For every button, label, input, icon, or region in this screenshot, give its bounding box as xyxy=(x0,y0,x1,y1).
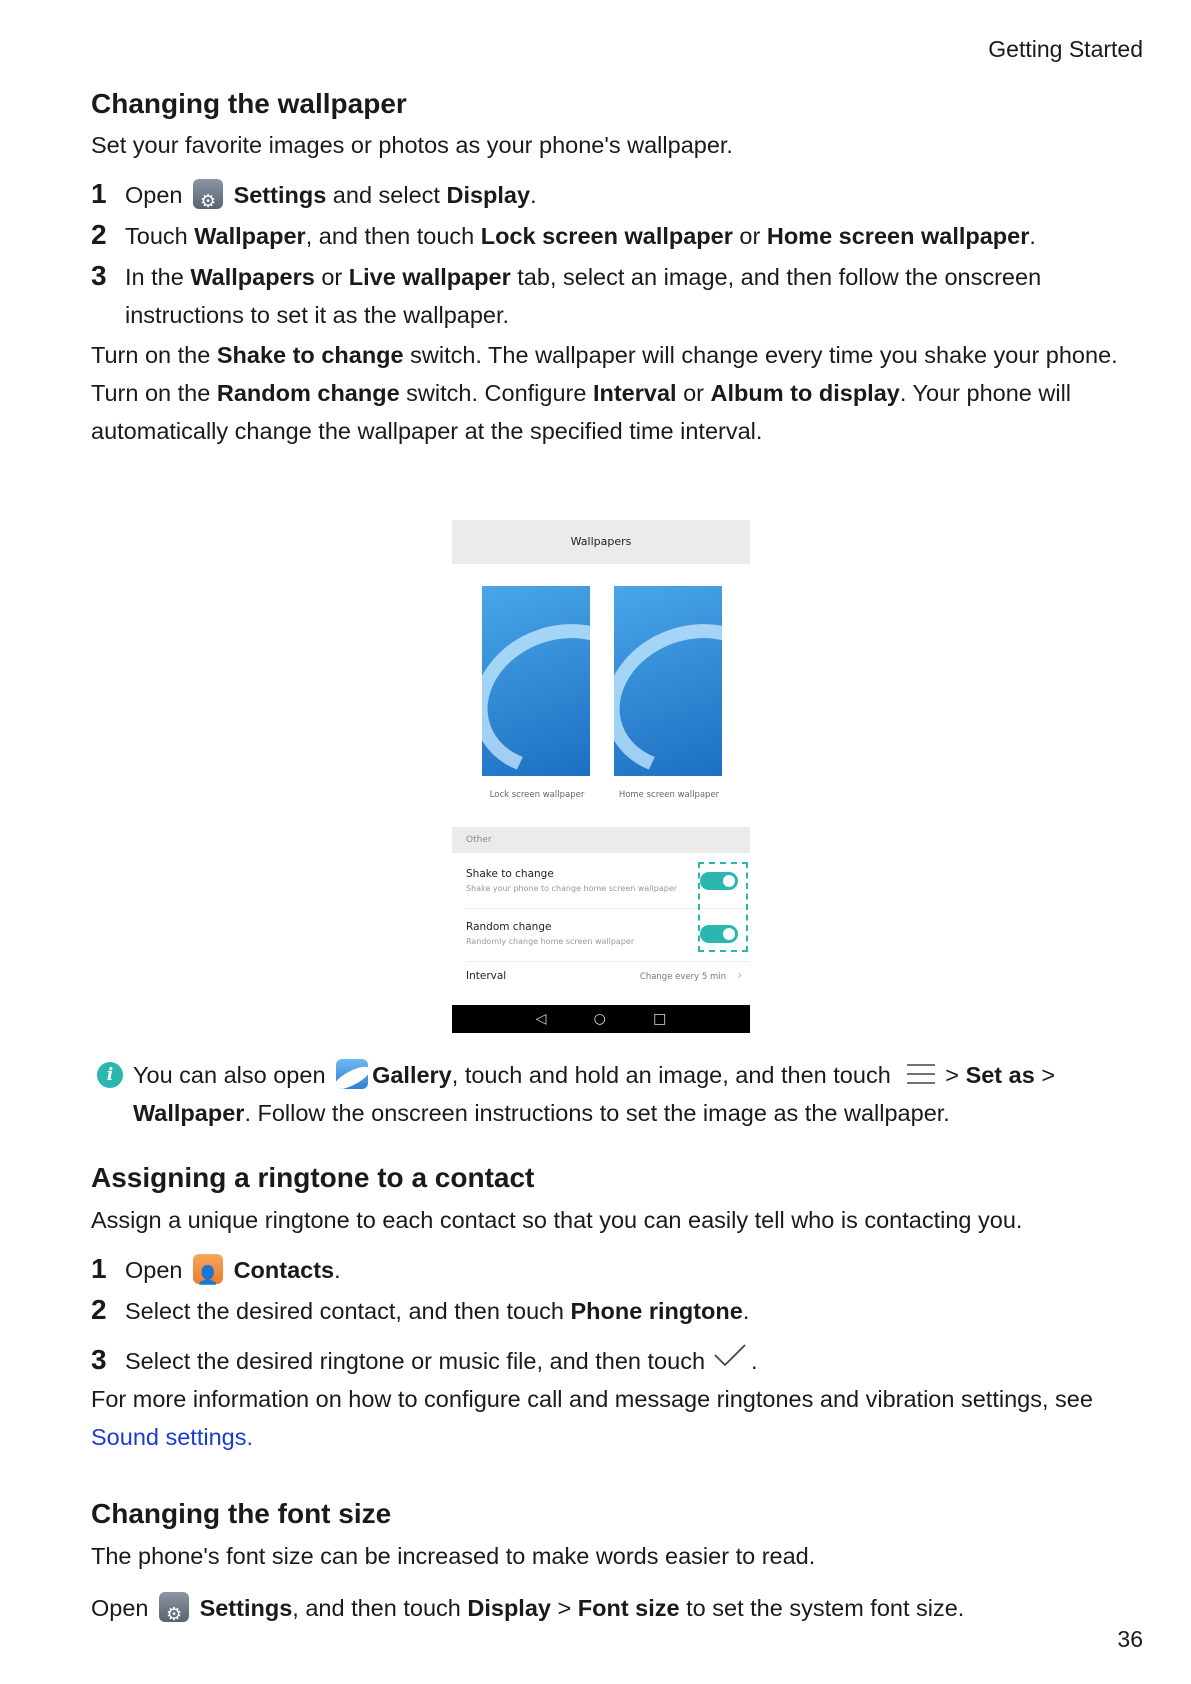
settings-label: Settings xyxy=(233,182,327,208)
settings-label: Settings xyxy=(199,1595,293,1621)
ringtone-intro: Assign a unique ringtone to each contact so that you can easily tell who is contacting you. xyxy=(91,1207,1023,1233)
para-text: , and then touch xyxy=(292,1595,468,1621)
home-icon[interactable]: ○ xyxy=(593,1011,606,1027)
shake-subtitle: Shake your phone to change home screen wallpaper xyxy=(466,884,678,893)
step-number: 2 xyxy=(91,219,107,250)
ringtone-heading: Assigning a ringtone to a contact xyxy=(91,1162,535,1193)
nav-bar xyxy=(452,1005,750,1033)
gallery-icon xyxy=(336,1059,368,1089)
step-text: . xyxy=(530,182,537,208)
lock-screen-label: Lock screen wallpaper xyxy=(480,223,733,249)
wallpaper-step-3 xyxy=(91,258,1131,334)
set-as-label: Set as xyxy=(965,1062,1035,1088)
step-number: 3 xyxy=(91,260,107,291)
step-text: or xyxy=(314,264,349,290)
contacts-label: Contacts xyxy=(233,1257,335,1283)
step-text: . xyxy=(742,1298,750,1324)
back-icon[interactable]: ◁ xyxy=(535,1011,547,1027)
random-subtitle: Randomly change home screen wallpaper xyxy=(466,937,635,946)
wallpaper-heading: Changing the wallpaper xyxy=(91,88,407,119)
step-text: . xyxy=(751,1348,758,1374)
settings-icon: ⚙ xyxy=(159,1592,189,1622)
ringtone-step-3 xyxy=(91,1342,1131,1380)
home-screen-thumbnail[interactable] xyxy=(614,586,722,776)
other-section-header: Other xyxy=(452,827,750,853)
interval-label: Interval xyxy=(592,380,677,406)
step-text: . xyxy=(1029,223,1036,249)
random-title: Random change xyxy=(466,921,552,933)
step-text: Select the desired contact, and then touch xyxy=(125,1298,571,1324)
recent-apps-icon[interactable]: □ xyxy=(653,1011,667,1027)
wallpaper-step-1 xyxy=(91,176,1131,214)
para-text: > xyxy=(550,1595,578,1621)
font-section xyxy=(91,1496,1131,1627)
random-label: Random change xyxy=(216,380,400,406)
wallpaper-label: Wallpaper xyxy=(194,223,306,249)
menu-icon xyxy=(907,1063,935,1085)
home-screen-label: Home screen wallpaper xyxy=(766,223,1030,249)
para-text: to set the system font size. xyxy=(679,1595,965,1621)
font-size-label: Font size xyxy=(577,1595,680,1621)
font-heading: Changing the font size xyxy=(91,1498,392,1529)
chevron-right-icon: › xyxy=(737,968,742,982)
wallpaper-label: Wallpaper xyxy=(133,1100,245,1126)
settings-icon: ⚙ xyxy=(193,179,223,209)
phone-ringtone-label: Phone ringtone xyxy=(570,1298,743,1324)
shake-label: Shake to change xyxy=(216,342,404,368)
step-text: Open xyxy=(125,182,183,208)
step-number: 2 xyxy=(91,1294,107,1325)
interval-row[interactable] xyxy=(466,968,742,982)
lock-screen-caption: Lock screen wallpaper xyxy=(489,790,585,800)
step-text: tab, select an image, and then follow the onscreen instructions to set it as the wallpaper. xyxy=(125,264,1042,328)
wallpapers-screenshot xyxy=(452,520,750,1033)
step-text: Touch xyxy=(125,223,195,249)
para-text: Turn on the xyxy=(91,342,217,368)
wallpaper-thumbnails xyxy=(482,586,722,776)
highlight-box xyxy=(698,862,748,952)
page-number: 36 xyxy=(1117,1626,1143,1652)
document-body xyxy=(91,86,1131,450)
sound-settings-link[interactable]: Sound settings. xyxy=(91,1424,253,1450)
step-text: In the xyxy=(125,264,191,290)
para-text: switch. The wallpaper will change every time you shake your phone. Turn on the xyxy=(91,342,1118,406)
wallpapers-tab-label: Wallpapers xyxy=(190,264,315,290)
step-number: 1 xyxy=(91,178,107,209)
para-text: Open xyxy=(91,1595,149,1621)
tip-text: > xyxy=(1034,1062,1056,1088)
para-text: or xyxy=(676,380,711,406)
tip-text: . Follow the onscreen instructions to set the image as the wallpaper. xyxy=(244,1100,950,1126)
lock-screen-thumbnail[interactable] xyxy=(482,586,590,776)
display-label: Display xyxy=(446,182,531,208)
step-text: Select the desired ringtone or music file, and then touch xyxy=(125,1348,706,1374)
para-text: . Your phone will automatically change the wallpaper at the specified time interval. xyxy=(91,380,1072,444)
step-number: 3 xyxy=(91,1344,107,1375)
info-icon: i xyxy=(97,1062,123,1088)
para-text: For more information on how to configure call and message ringtones and vibration settings, see xyxy=(91,1386,1093,1412)
album-label: Album to display xyxy=(710,380,900,406)
wallpaper-paragraph xyxy=(91,336,1131,450)
home-screen-caption: Home screen wallpaper xyxy=(618,790,720,800)
live-wallpaper-label: Live wallpaper xyxy=(348,264,511,290)
contacts-icon: 👤 xyxy=(193,1254,223,1284)
page-header: Getting Started xyxy=(988,36,1143,62)
ringtone-step-2 xyxy=(91,1292,1131,1330)
tip-note xyxy=(106,1056,1093,1132)
gallery-label: Gallery xyxy=(372,1062,452,1088)
step-text: Open xyxy=(125,1257,183,1283)
shake-title: Shake to change xyxy=(466,868,554,880)
wallpaper-step-2 xyxy=(91,217,1131,255)
para-text: switch. Configure xyxy=(399,380,593,406)
ringtone-section xyxy=(91,1160,1131,1456)
step-text: , and then touch xyxy=(305,223,481,249)
font-instruction xyxy=(91,1589,1131,1627)
tip-text: , touch and hold an image, and then touch xyxy=(451,1062,891,1088)
check-icon xyxy=(713,1343,747,1369)
phone-title: Wallpapers xyxy=(452,520,750,564)
step-text: and select xyxy=(326,182,447,208)
wallpaper-intro: Set your favorite images or photos as your phone's wallpaper. xyxy=(91,132,733,158)
display-label: Display xyxy=(467,1595,551,1621)
interval-value: Change every 5 min xyxy=(639,972,726,982)
step-text: . xyxy=(334,1257,341,1283)
ringtone-paragraph xyxy=(91,1380,1131,1456)
step-number: 1 xyxy=(91,1253,107,1284)
ringtone-step-1 xyxy=(91,1251,1131,1289)
tip-text: > xyxy=(945,1062,966,1088)
interval-title: Interval xyxy=(466,970,507,982)
tip-text: You can also open xyxy=(133,1062,326,1088)
step-text: or xyxy=(732,223,767,249)
font-intro: The phone's font size can be increased to make words easier to read. xyxy=(91,1543,816,1569)
